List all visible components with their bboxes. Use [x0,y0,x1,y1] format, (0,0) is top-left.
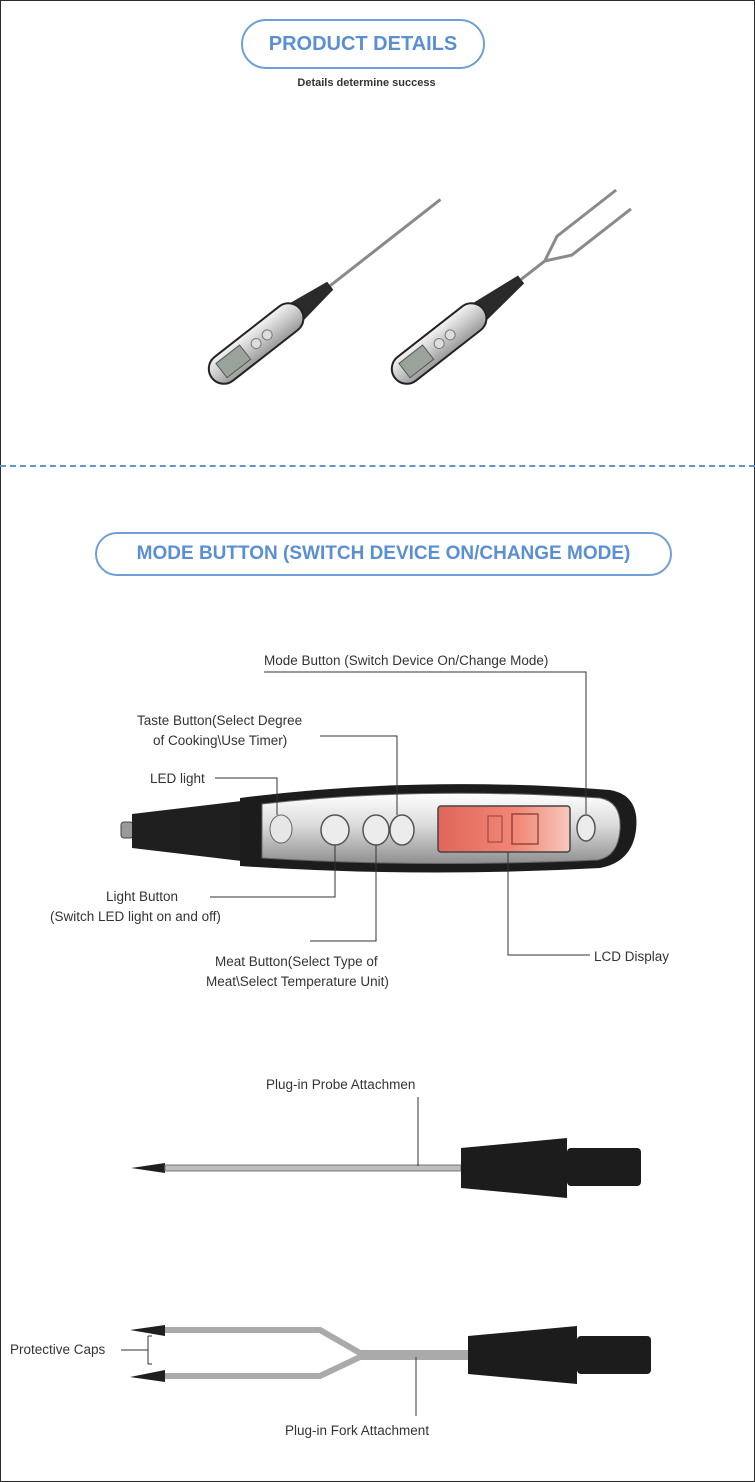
taste-button-label-1: Taste Button(Select Degree [137,713,303,728]
led-light [270,815,292,843]
led-light-label: LED light [150,771,205,786]
lcd-display [438,806,570,852]
fork-attachment-label: Plug-in Fork Attachment [285,1423,430,1438]
taste-button-label-2: of Cooking\Use Timer) [153,733,288,748]
protective-caps-label: Protective Caps [10,1342,106,1357]
mode-button-heading: MODE BUTTON (SWITCH DEVICE ON/CHANGE MODE) [95,532,672,576]
meat-button-label-2: Meat\Select Temperature Unit) [206,974,389,989]
taste-button [390,815,414,845]
lcd-display-label: LCD Display [594,949,670,964]
product-details-heading: PRODUCT DETAILS [241,19,485,69]
probe-attachment [131,1138,641,1198]
light-button [321,815,349,845]
mode-button [577,815,595,841]
product-details-subtitle: Details determine success [297,77,436,89]
probe-attachment-label: Plug-in Probe Attachmen [266,1077,416,1092]
probe-socket [121,822,133,838]
meat-button [363,815,389,845]
thermometer-nose [132,800,250,862]
light-button-label-1: Light Button [106,889,179,904]
meat-button-label-1: Meat Button(Select Type of [215,954,378,969]
light-button-label-2: (Switch LED light on and off) [50,909,221,924]
mode-button-label: Mode Button (Switch Device On/Change Mode) [264,653,549,668]
fork-attachment [130,1325,651,1384]
